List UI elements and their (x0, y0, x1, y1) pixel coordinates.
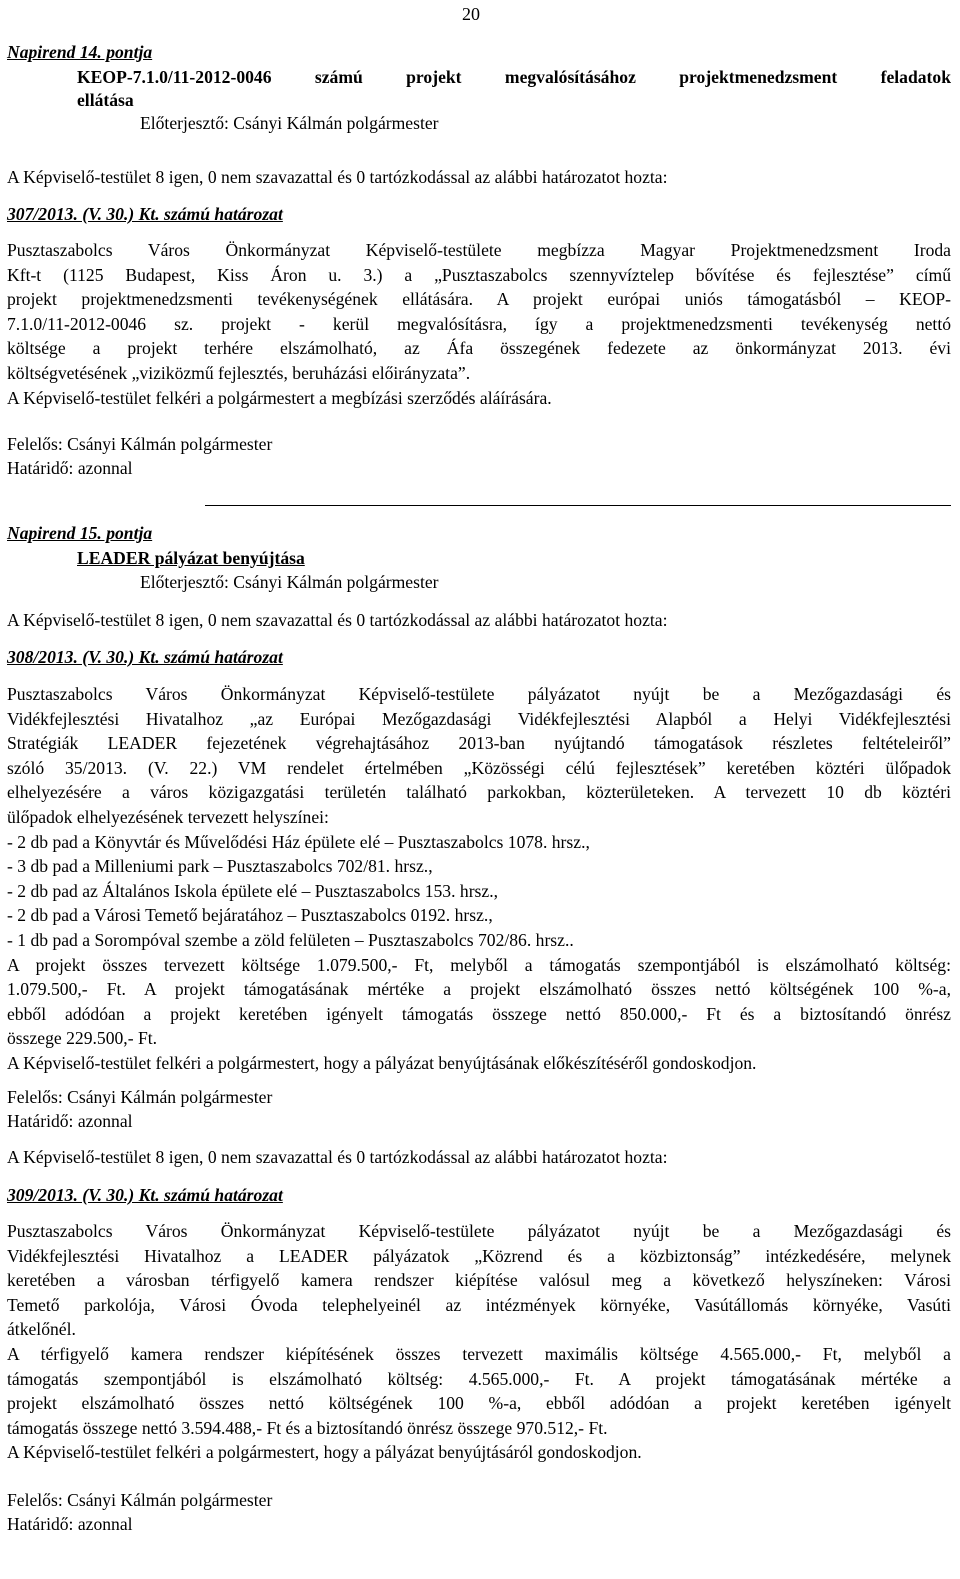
agenda-item-15 (7, 521, 951, 595)
deadline: Határidő: azonnal (7, 458, 133, 478)
list-item: - 2 db pad a Könyvtár és Művelődési Ház épülete elé – Pusztaszabolcs 1078. hrsz., (7, 831, 590, 852)
list-item: - 3 db pad a Milleniumi park – Pusztaszabolcs 702/81. hrsz., (7, 856, 433, 877)
cost-line: projekt elszámolható összes nettó költségének 100 %-a, ebből adódóan a projekt keretében igényelt (7, 1393, 951, 1414)
resolution-body (7, 238, 951, 410)
cost-line: támogatás szempontjából is elszámolható költség: 4.565.000,- Ft. A projekt támogatásának mértéke a (7, 1368, 951, 1389)
responsible: Felelős: Csányi Kálmán polgármester (7, 1087, 273, 1107)
cost-line: A Képviselő-testület felkéri a polgármestert, hogy a pályázat benyújtásának előkészítéséről gondoskodjon. (7, 1052, 757, 1073)
body-line: átkelőnél. (7, 1319, 76, 1340)
resolution-body (7, 682, 951, 1076)
body-line: szóló 35/2013. (V. 22.) VM rendelet értelmében „Közösségi célú fejlesztések” keretében köztéri ülőpadok (7, 757, 951, 778)
body-line: Temető parkolója, Városi Óvoda telephelyeinél az intézmények környéke, Vasútállomás környéke, Vasúti (7, 1294, 951, 1315)
agenda-heading: Napirend 14. pontja (7, 42, 153, 62)
list-item: - 2 db pad a Városi Temető bejáratához – Pusztaszabolcs 0192. hrsz., (7, 905, 493, 926)
responsible: Felelős: Csányi Kálmán polgármester (7, 1490, 273, 1510)
resolution-number: 309/2013. (V. 30.) Kt. számú határozat (7, 1185, 283, 1205)
body-line: Pusztaszabolcs Város Önkormányzat Képviselő-testülete pályázatot nyújt be a Mezőgazdasági és (7, 684, 951, 704)
page-number: 20 (462, 4, 480, 24)
divider (205, 505, 951, 506)
vote-text: A Képviselő-testület 8 igen, 0 nem szavazattal és 0 tartózkodással az alábbi határozatot hozta: (7, 167, 668, 187)
body-line: Pusztaszabolcs Város Önkormányzat Képviselő-testülete megbízza Magyar Projektmenedzsment Iroda (7, 240, 951, 260)
body-line: ülőpadok elhelyezésének tervezett helyszínei: (7, 806, 329, 827)
agenda-title-cont: ellátása (77, 89, 134, 110)
body-line: elhelyezésére a város közigazgatási területén található parkokban, közterületeken. A tervezett 10 db köztéri (7, 782, 951, 803)
cost-line: támogatás összege nettó 3.594.488,- Ft és a biztosítandó önrész összege 970.512,- Ft. (7, 1417, 608, 1438)
resolution-number: 307/2013. (V. 30.) Kt. számú határozat (7, 204, 283, 224)
vote-text: A Képviselő-testület 8 igen, 0 nem szavazattal és 0 tartózkodással az alábbi határozatot hozta: (7, 1147, 668, 1167)
resolution-body (7, 1219, 951, 1465)
body-line: költsége a projekt terhére elszámolható, az Áfa összegének fedezete az önkormányzat 2013. évi (7, 338, 951, 359)
deadline: Határidő: azonnal (7, 1111, 133, 1131)
body-line: Vidékfejlesztési Hivatalhoz „az Európai Mezőgazdasági Vidékfejlesztési Alapból a Helyi Vidékfejlesztési (7, 708, 951, 729)
cost-line: 1.079.500,- Ft. A projekt támogatásának mértéke a projekt elszámolható összes nettó költségének 100 %-a, (7, 979, 951, 1000)
deadline: Határidő: azonnal (7, 1514, 133, 1534)
cost-line: A Képviselő-testület felkéri a polgármestert, hogy a pályázat benyújtásáról gondoskodjon. (7, 1442, 642, 1463)
body-line: Stratégiák LEADER fejezetének végrehajtásához 2013-ban nyújtandó támogatások részletes feltételeiről” (7, 733, 951, 754)
list-item: - 1 db pad a Sorompóval szembe a zöld felületen – Pusztaszabolcs 702/86. hrsz.. (7, 929, 574, 950)
body-line: keretében a városban térfigyelő kamera rendszer kiépítése valósul meg a következő helyszíneken: Városi (7, 1270, 951, 1291)
body-line: Pusztaszabolcs Város Önkormányzat Képviselő-testülete pályázatot nyújt be a Mezőgazdasági és (7, 1221, 951, 1241)
presenter: Előterjesztő: Csányi Kálmán polgármester (140, 112, 439, 133)
body-line: 7.1.0/11-2012-0046 sz. projekt - kerül megvalósításra, így a projektmenedzsmenti tevékenység nettó (7, 313, 951, 334)
list-item: - 2 db pad az Általános Iskola épülete elé – Pusztaszabolcs 153. hrsz., (7, 880, 499, 901)
body-line: költségvetésének „viziközmű fejlesztés, beruházási előirányzata”. (7, 362, 471, 383)
cost-line: A projekt összes tervezett költsége 1.079.500,- Ft, melyből a támogatás szempontjából is elszámolható költség: (7, 954, 951, 975)
cost-line: összege 229.500,- Ft. (7, 1028, 158, 1049)
body-line: projekt projektmenedzsmenti tevékenységének ellátására. A projekt európai uniós támogatásból – KEOP- (7, 289, 951, 310)
vote-text: A Képviselő-testület 8 igen, 0 nem szavazattal és 0 tartózkodással az alábbi határozatot hozta: (7, 610, 668, 630)
body-line: Vidékfejlesztési Hivatalhoz a LEADER pályázatok „Közrend és a közbiztonság” intézkedésére, melynek (7, 1245, 951, 1266)
body-line: A Képviselő-testület felkéri a polgármestert a megbízási szerződés aláírására. (7, 387, 552, 408)
cost-line: A térfigyelő kamera rendszer kiépítésének összes tervezett maximális költsége 4.565.000,- Ft, melyből a (7, 1343, 951, 1364)
agenda-title: KEOP-7.1.0/11-2012-0046 számú projekt megvalósításához projektmenedzsment feladatok (77, 66, 951, 87)
responsible: Felelős: Csányi Kálmán polgármester (7, 434, 273, 454)
presenter: Előterjesztő: Csányi Kálmán polgármester (140, 572, 439, 593)
agenda-heading: Napirend 15. pontja (7, 523, 153, 543)
cost-line: ebből adódóan a projekt keretében igényelt támogatás összege nettó 850.000,- Ft és a biztosítandó önrész (7, 1003, 951, 1024)
body-line: Kft-t (1125 Budapest, Kiss Áron u. 3.) a „Pusztaszabolcs szennyvíztelep bővítése és fejlesztése” című (7, 264, 951, 285)
agenda-title: LEADER pályázat benyújtása (77, 547, 305, 568)
resolution-number: 308/2013. (V. 30.) Kt. számú határozat (7, 647, 283, 667)
agenda-item-14 (7, 40, 951, 135)
